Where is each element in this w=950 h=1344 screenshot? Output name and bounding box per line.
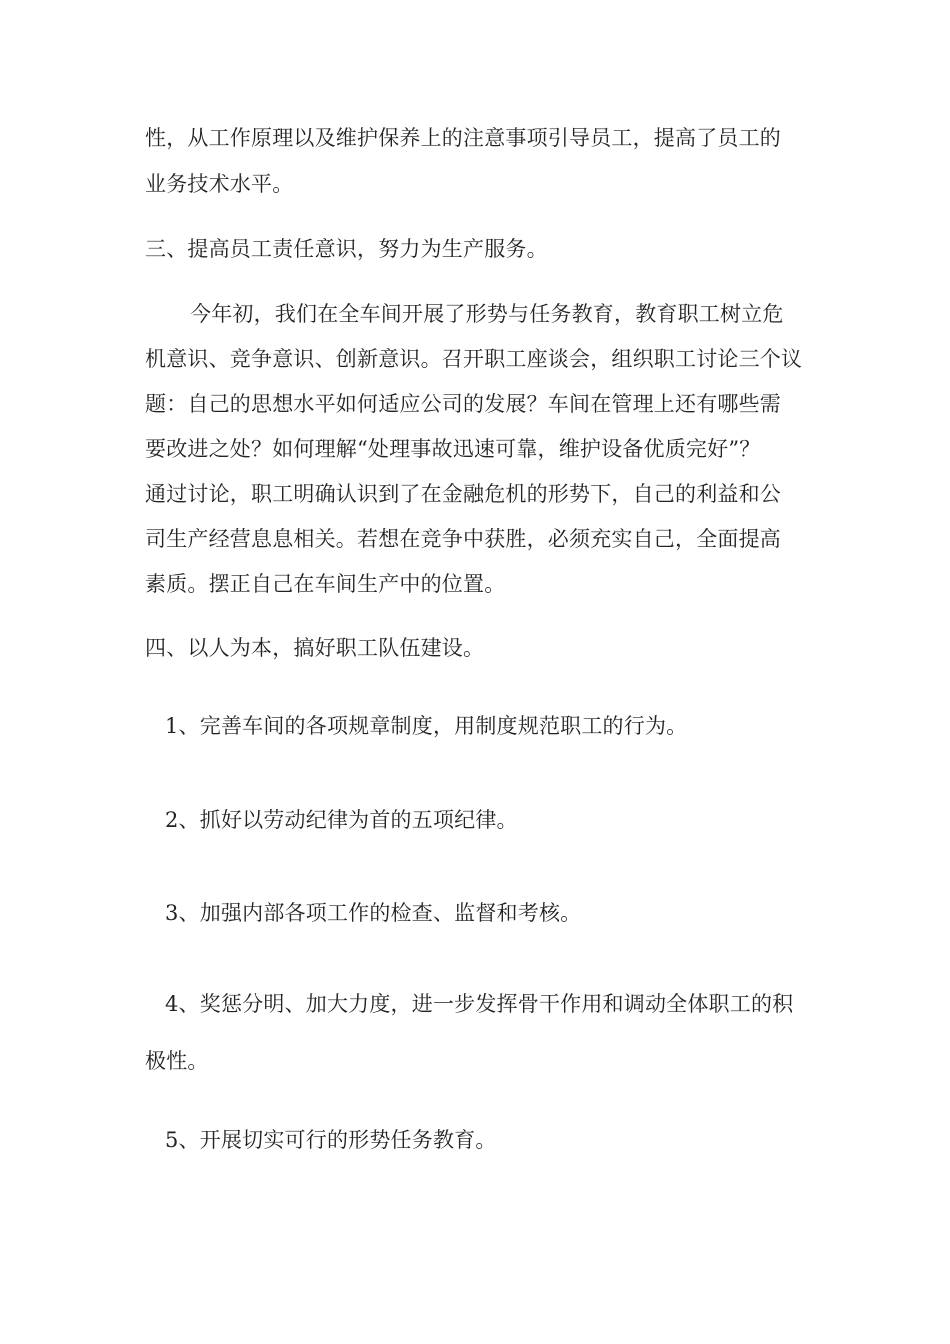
list-item: 3、加强内部各项工作的检查、监督和考核。 (165, 901, 582, 925)
section-heading-4: 四、以人为本，搞好职工队伍建设。 (145, 636, 485, 660)
list-item: 1、完善车间的各项规章制度，用制度规范职工的行为。 (165, 714, 688, 738)
paragraph-line: 今年初，我们在全车间开展了形势与任务教育，教育职工树立危 (190, 302, 784, 326)
paragraph-line: 业务技术水平。 (145, 172, 294, 196)
list-item-continuation: 极性。 (145, 1049, 209, 1073)
section-heading-3: 三、提高员工责任意识，努力为生产服务。 (145, 237, 548, 261)
paragraph-line: 司生产经营息息相关。若想在竞争中获胜，必须充实自己，全面提高 (145, 527, 781, 551)
paragraph-line: 素质。摆正自己在车间生产中的位置。 (145, 572, 506, 596)
list-item: 2、抓好以劳动纪律为首的五项纪律。 (165, 808, 518, 832)
paragraph-line: 题：自己的思想水平如何适应公司的发展？车间在管理上还有哪些需 (145, 392, 781, 416)
paragraph-line: 通过讨论，职工明确认识到了在金融危机的形势下，自己的利益和公 (145, 482, 781, 506)
list-item: 4、奖惩分明、加大力度，进一步发挥骨干作用和调动全体职工的积 (165, 992, 794, 1016)
paragraph-line: 性，从工作原理以及维护保养上的注意事项引导员工，提高了员工的 (145, 126, 781, 150)
paragraph-line: 机意识、竞争意识、创新意识。召开职工座谈会，组织职工讨论三个议 (145, 347, 803, 371)
list-item: 5、开展切实可行的形势任务教育。 (165, 1128, 497, 1152)
paragraph-line: 要改进之处？如何理解“处理事故迅速可靠，维护设备优质完好”？ (145, 437, 761, 461)
